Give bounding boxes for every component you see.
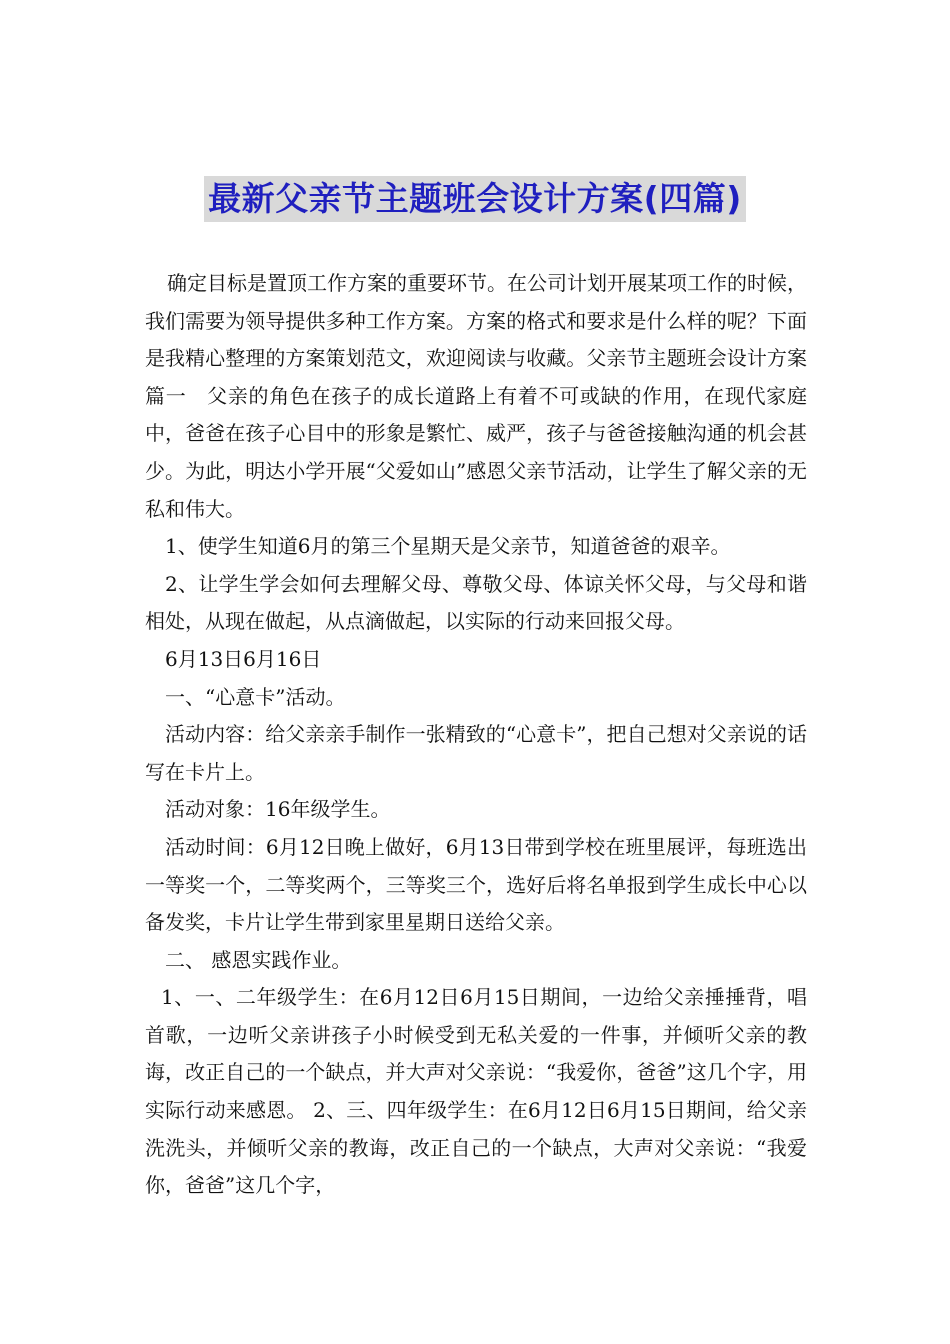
paragraph-intro: 确定目标是置顶工作方案的重要环节。在公司计划开展某项工作的时候，我们需要为领导提供多种工作方案。方案的格式和要求是什么样的呢？下面是我精心整理的方案策划范文，欢迎阅读与收藏。父亲节主题班会设计方案篇一 父亲的角色在孩子的成长道路上有着不可或缺的作用，在现代家庭中，爸爸在孩子心目中的形象是繁忙、威严，孩子与爸爸接触沟通的机会甚少。为此，明达小学开展“父爱如山”感恩父亲节活动，让学生了解父亲的无私和伟大。 — [145, 271, 807, 521]
paragraph-activity-target: 活动对象：16年级学生。 — [165, 797, 391, 822]
paragraph-goal-1: 1、使学生知道6月的第三个星期天是父亲节，知道爸爸的艰辛。 — [165, 534, 731, 559]
paragraph-activity-content: 活动内容：给父亲亲手制作一张精致的“心意卡”，把自己想对父亲说的话写在卡片上。 — [145, 722, 807, 784]
document-title: 最新父亲节主题班会设计方案(四篇) — [204, 176, 746, 222]
document-body — [145, 265, 807, 1205]
paragraph-activity-time: 活动时间：6月12日晚上做好，6月13日带到学校在班里展评，每班选出一等奖一个，二等奖两个，三等奖三个，选好后将名单报到学生成长中心以备发奖，卡片让学生带到家里星期日送给父亲。 — [145, 834, 807, 935]
paragraph-date-range: 6月13日6月16日 — [165, 646, 322, 671]
paragraph-goal-2: 2、让学生学会如何去理解父母、尊敬父母、体谅关怀父母，与父母和谐相处，从现在做起，从点滴做起，以实际的行动来回报父母。 — [145, 571, 807, 634]
title-wrap — [0, 176, 950, 222]
paragraph-practice-work: 1、一、二年级学生：在6月12日6月15日期间，一边给父亲捶捶背，唱首歌，一边听父亲讲孩子小时候受到无私关爱的一件事，并倾听父亲的教诲，改正自己的一个缺点，并大声对父亲说：“我爱你，爸爸”这几个字，用实际行动来感恩。 2、三、四年级学生：在6月12日6月15日期间，给父亲洗洗头，并倾听父亲的教诲，改正自己的一个缺点，大声对父亲说：“我爱你，爸爸”这几个字， — [145, 985, 807, 1198]
paragraph-section-1-heading: 一、“心意卡”活动。 — [165, 684, 346, 709]
paragraph-section-2-heading: 二、 感恩实践作业。 — [165, 947, 352, 972]
